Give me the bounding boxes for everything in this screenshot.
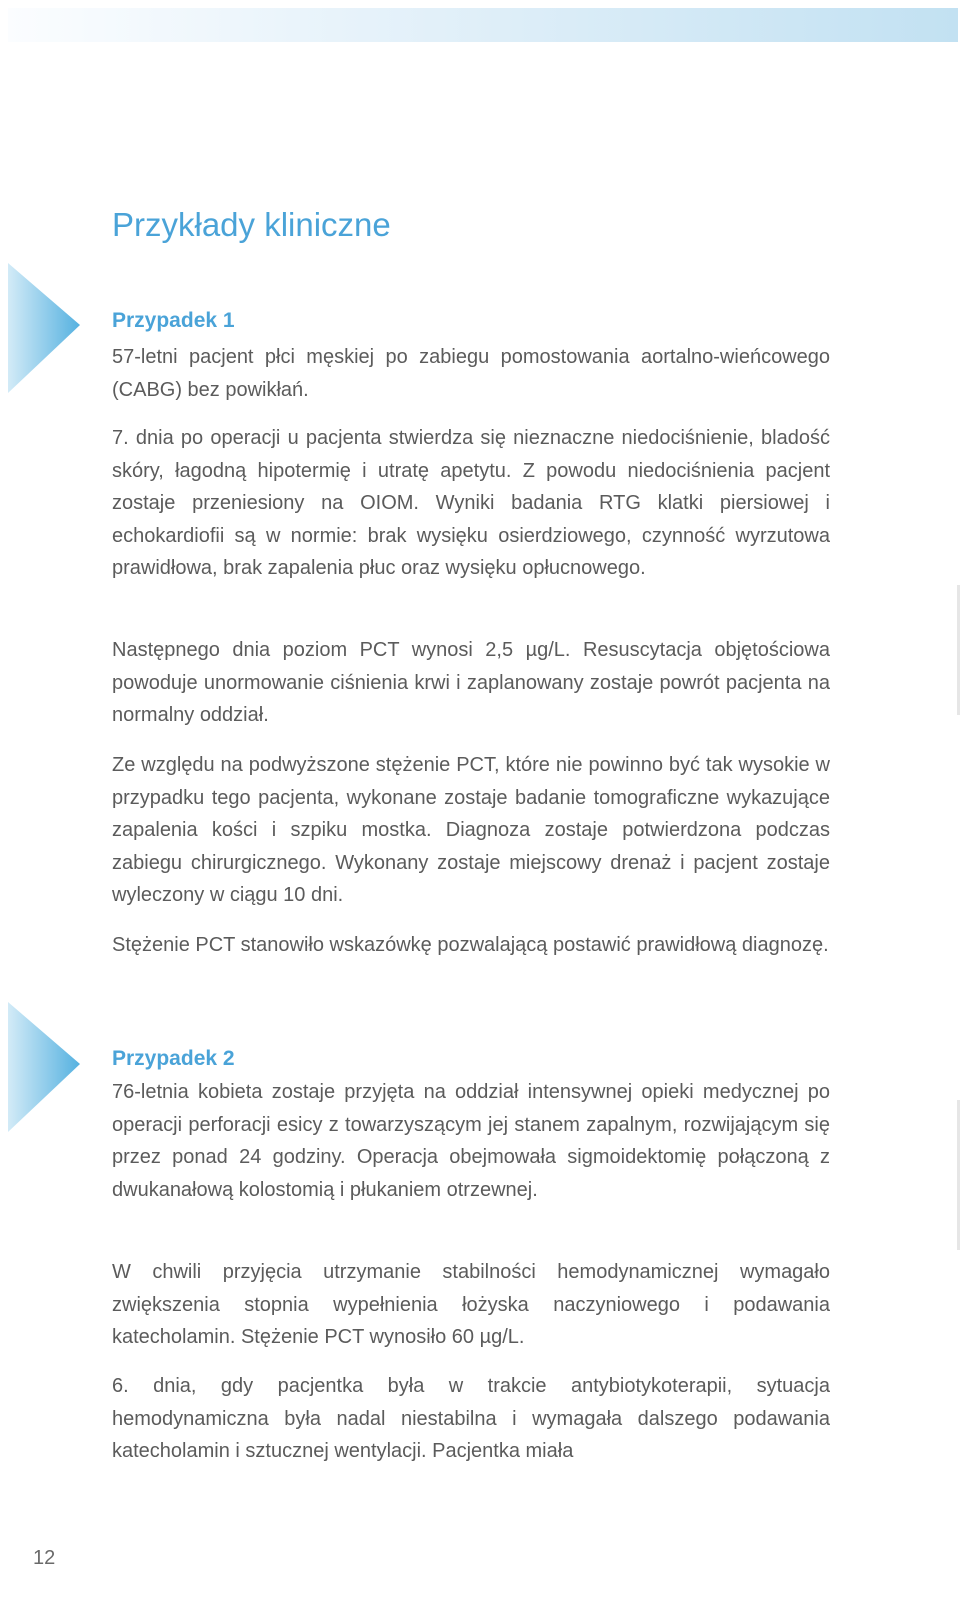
case-1-paragraph: 57-letni pacjent płci męskiej po zabiegu pomostowania aortalno-wieńcowego (CABG) bez powikłań. xyxy=(112,346,830,401)
case-1-paragraph: 7. dnia po operacji u pacjenta stwierdza się nieznaczne niedociśnienie, bladość skóry, łagodną hipotermię i utratę apetytu. Z powodu niedociśnienia pacjent zostaje przeniesiony na OIOM. Wyniki badania RTG klatki piersiowej i echokardiofii są w normie: brak wysięku osierdziowego, czynność wyrzutowa prawidłowa, brak zapalenia płuc oraz wysięku opłucnowego. xyxy=(112,427,830,580)
case-2-heading: Przypadek 2 xyxy=(112,1047,235,1070)
case-1-paragraph: Ze względu na podwyższone stężenie PCT, które nie powinno być tak wysokie w przypadku tego pacjenta, wykonane zostaje badanie tomograficzne wykazujące zapalenia kości i szpiku mostka. Diagnoza zostaje potwierdzona podczas zabiegu chirurgicznego. Wykonany zostaje miejscowy drenaż i pacjent zostaje wyleczony w ciągu 10 dni. xyxy=(112,754,830,907)
page-title: Przykłady kliniczne xyxy=(112,206,391,243)
triangle-bullet-icon xyxy=(8,1002,80,1132)
case-1-heading: Przypadek 1 xyxy=(112,309,235,332)
case-1-paragraph: Stężenie PCT stanowiło wskazówkę pozwalającą postawić prawidłową diagnozę. xyxy=(112,934,829,956)
case-2-paragraph: 76-letnia kobieta zostaje przyjęta na oddział intensywnej opieki medycznej po operacji perforacji esicy z towarzyszącym jej stanem zapalnym, rozwijającym się przez ponad 24 godziny. Operacja obejmowała sigmoidektomię połączoną z dwukanałową kolostomią i płukaniem otrzewnej. xyxy=(112,1081,830,1201)
page-number: 12 xyxy=(33,1547,56,1569)
header-band xyxy=(8,8,958,42)
triangle-bullet-icon xyxy=(8,263,80,393)
case-2-paragraph: W chwili przyjęcia utrzymanie stabilności hemodynamicznej wymagało zwiększenia stopnia wypełnienia łożyska naczyniowego i podawania katecholamin. Stężenie PCT wynosiło 60 µg/L. xyxy=(112,1261,830,1349)
case-1-paragraph: Następnego dnia poziom PCT wynosi 2,5 µg/L. Resuscytacja objętościowa powoduje unormowanie ciśnienia krwi i zaplanowany zostaje powrót pacjenta na normalny oddział. xyxy=(112,639,830,727)
case-2-paragraph: 6. dnia, gdy pacjentka była w trakcie antybiotykoterapii, sytuacja hemodynamiczna była nadal niestabilna i wymagała dalszego podawania katecholamin i sztucznej wentylacji. Pacjentka miała xyxy=(112,1375,830,1463)
